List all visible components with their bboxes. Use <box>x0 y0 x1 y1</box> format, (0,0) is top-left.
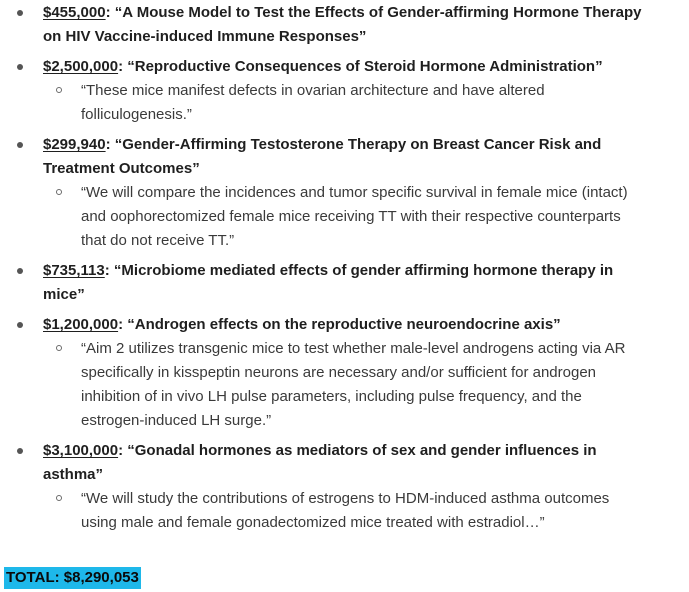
grant-title: “Microbiome mediated effects of gender affirming hormone therapy in mice” <box>43 262 614 303</box>
bullet-icon <box>17 10 23 16</box>
bullet-icon <box>17 142 23 148</box>
bullet-icon <box>17 64 23 70</box>
total-highlight: TOTAL: $8,290,053 <box>4 567 141 589</box>
quote-list <box>43 487 649 535</box>
hollow-bullet-icon <box>56 345 62 351</box>
grant-item <box>0 439 689 535</box>
grant-item <box>0 55 689 127</box>
grant-item <box>0 313 689 433</box>
grant-title: “Reproductive Consequences of Steroid Hormone Administration” <box>127 58 603 75</box>
hollow-bullet-icon <box>56 189 62 195</box>
grant-amount-link[interactable]: $1,200,000 <box>43 316 119 333</box>
grant-amount-link[interactable]: $455,000 <box>43 4 106 21</box>
grant-amount-link[interactable]: $735,113 <box>43 262 105 279</box>
colon: : <box>118 58 128 75</box>
bullet-icon <box>17 322 23 328</box>
hollow-bullet-icon <box>56 87 62 93</box>
quote-item <box>43 337 649 433</box>
colon: : <box>104 262 114 279</box>
grant-item <box>0 1 689 49</box>
quote-text: “We will compare the incidences and tumor specific survival in female mice (intact) and oophorectomized female mice receiving TT with their respective counterparts that do not receive TT.” <box>81 184 628 249</box>
grant-title: “A Mouse Model to Test the Effects of Gender-affirming Hormone Therapy on HIV Vaccine-induced Immune Responses” <box>43 4 642 45</box>
quote-list <box>43 181 649 253</box>
grant-title: “Androgen effects on the reproductive neuroendocrine axis” <box>127 316 561 333</box>
quote-text: “Aim 2 utilizes transgenic mice to test whether male-level androgens acting via AR specifically in kisspeptin neurons are necessary and/or sufficient for androgen inhibition of in vivo LH pulse parameters, including pulse frequency, and the estrogen-induced LH surge.” <box>81 340 626 429</box>
grant-title: “Gonadal hormones as mediators of sex and gender influences in asthma” <box>43 442 597 483</box>
grant-item <box>0 259 689 307</box>
bullet-icon <box>17 448 23 454</box>
quote-item <box>43 487 649 535</box>
grant-amount-link[interactable]: $299,940 <box>43 136 106 153</box>
hollow-bullet-icon <box>56 495 62 501</box>
quote-list <box>43 79 649 127</box>
quote-item <box>43 181 649 253</box>
quote-text: “These mice manifest defects in ovarian architecture and have altered folliculogenesis.” <box>81 82 545 123</box>
grant-amount-link[interactable]: $2,500,000 <box>43 58 119 75</box>
grant-amount-link[interactable]: $3,100,000 <box>43 442 119 459</box>
colon: : <box>118 316 128 333</box>
colon: : <box>105 136 115 153</box>
quote-item <box>43 79 649 127</box>
grant-title: “Gender-Affirming Testosterone Therapy on Breast Cancer Risk and Treatment Outcomes” <box>43 136 602 177</box>
bullet-icon <box>17 268 23 274</box>
colon: : <box>105 4 115 21</box>
colon: : <box>118 442 128 459</box>
quote-list <box>43 337 649 433</box>
grant-item <box>0 133 689 253</box>
quote-text: “We will study the contributions of estrogens to HDM-induced asthma outcomes using male and female gonadectomized mice treated with estradiol…” <box>81 490 610 531</box>
